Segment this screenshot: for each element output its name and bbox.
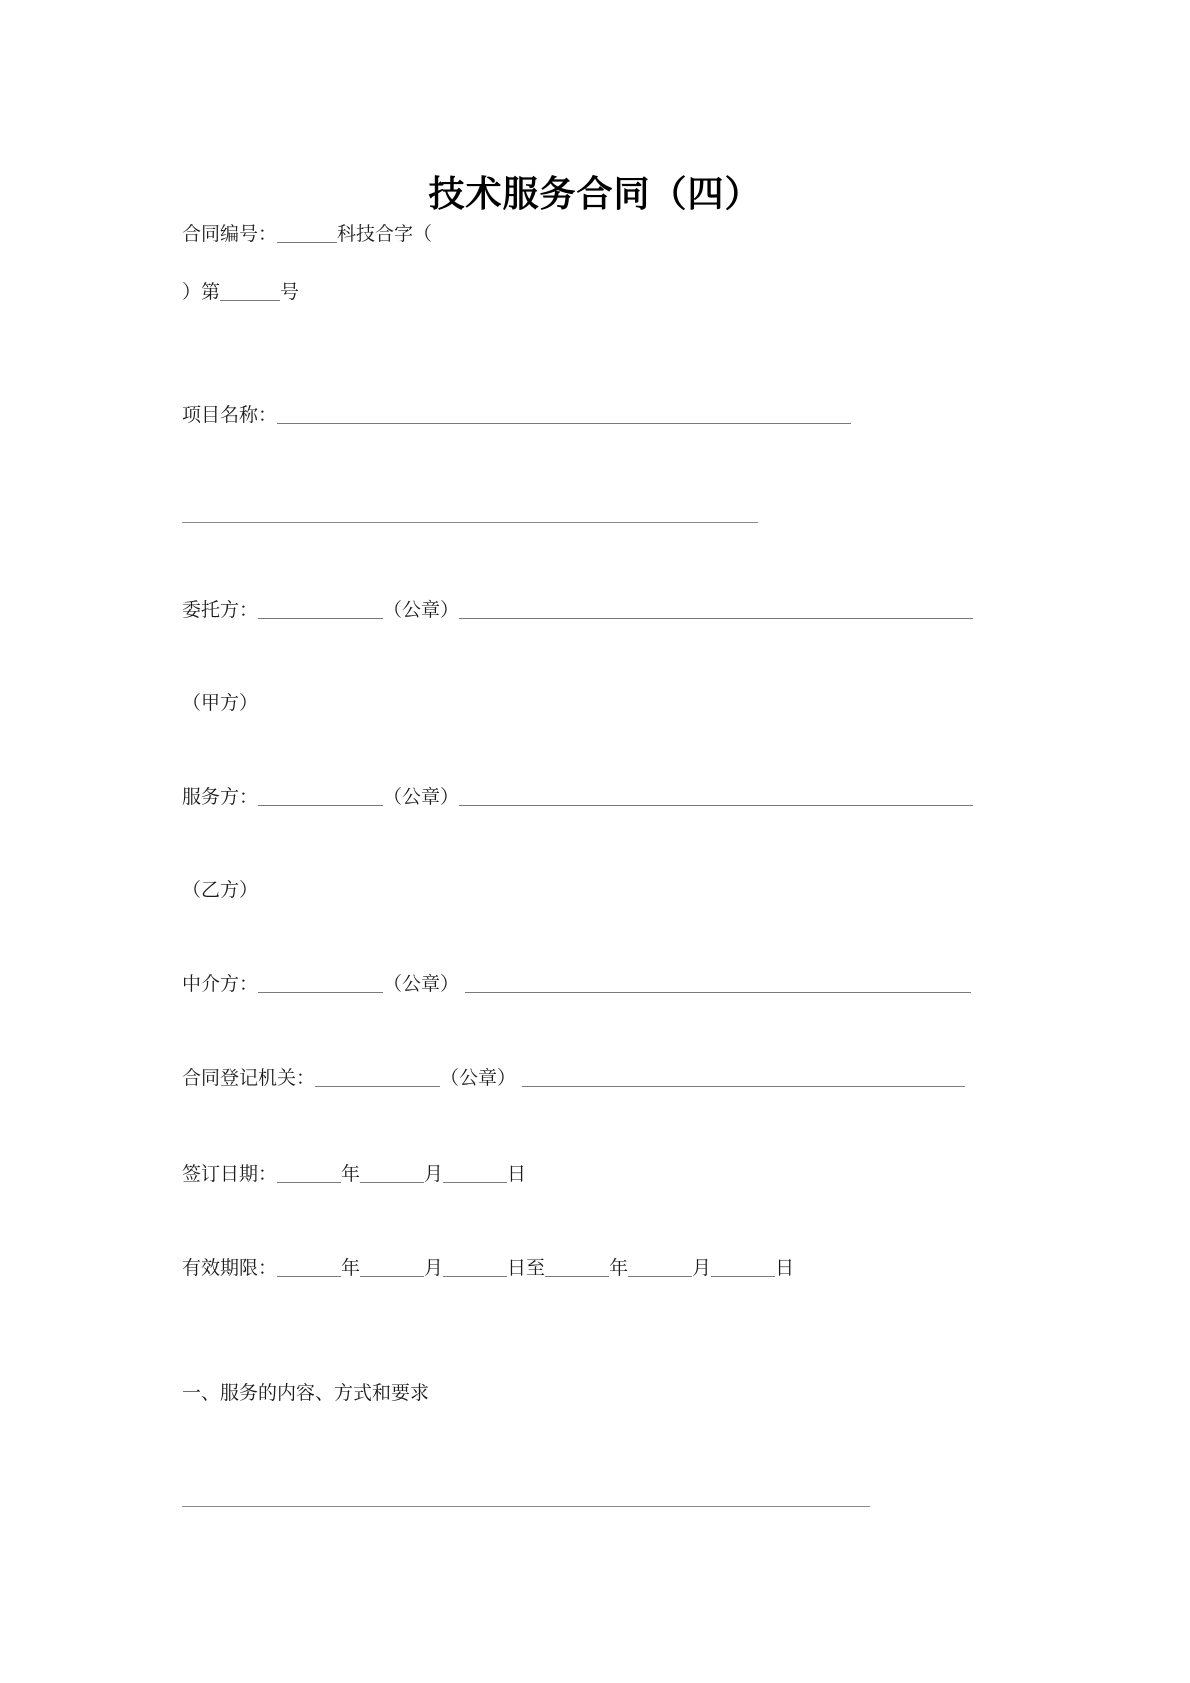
validity-row	[182, 1256, 794, 1280]
client-detail-field[interactable]	[459, 600, 973, 619]
registry-row	[182, 1066, 965, 1090]
project-name-field[interactable]	[277, 405, 851, 424]
signing-year-unit: 年	[341, 1163, 361, 1185]
client-name-field[interactable]	[258, 600, 383, 619]
provider-label: 服务方：	[182, 786, 259, 808]
provider-detail-field[interactable]	[459, 787, 973, 806]
contract-number-row-2	[182, 280, 299, 304]
validity-start-day-field[interactable]	[443, 1258, 507, 1277]
signing-date-label: 签订日期：	[182, 1163, 278, 1185]
project-name-label: 项目名称：	[182, 404, 278, 426]
validity-start-month-field[interactable]	[360, 1258, 424, 1277]
registry-seal-label: （公章）	[440, 1067, 517, 1089]
registry-detail-field[interactable]	[522, 1068, 965, 1087]
registry-label: 合同登记机关：	[182, 1067, 316, 1089]
validity-start-month-unit: 月	[424, 1257, 444, 1279]
validity-end-day-unit: 日	[775, 1257, 795, 1279]
contract-number-middle: 科技合字（	[337, 223, 433, 245]
intermediary-row	[182, 972, 971, 996]
provider-seal-label: （公章）	[383, 786, 460, 808]
document-title: 技术服务合同（四）	[428, 173, 762, 215]
client-row	[182, 598, 973, 622]
intermediary-name-field[interactable]	[258, 974, 383, 993]
provider-role-row	[182, 878, 258, 902]
client-role-row	[182, 691, 258, 715]
contract-number-label: 合同编号：	[182, 223, 278, 245]
contract-number-prefix2: ）第	[182, 281, 221, 303]
signing-year-field[interactable]	[277, 1164, 341, 1183]
contract-number-row	[182, 222, 432, 246]
provider-name-field[interactable]	[258, 787, 383, 806]
registry-name-field[interactable]	[315, 1068, 440, 1087]
project-name-field-line-2[interactable]	[182, 522, 758, 523]
validity-start-year-field[interactable]	[277, 1258, 341, 1277]
intermediary-label: 中介方：	[182, 973, 259, 995]
signing-month-unit: 月	[424, 1163, 444, 1185]
client-seal-label: （公章）	[383, 599, 460, 621]
validity-end-month-unit: 月	[692, 1257, 712, 1279]
validity-end-year-field[interactable]	[545, 1258, 609, 1277]
provider-row	[182, 785, 973, 809]
section-1-content-field[interactable]	[182, 1506, 870, 1507]
signing-month-field[interactable]	[360, 1164, 424, 1183]
signing-date-row	[182, 1162, 526, 1186]
validity-to-label: 日至	[507, 1257, 546, 1279]
intermediary-detail-field[interactable]	[465, 974, 971, 993]
validity-end-month-field[interactable]	[628, 1258, 692, 1277]
contract-number-prefix-field[interactable]	[277, 224, 337, 243]
intermediary-seal-label: （公章）	[383, 973, 460, 995]
signing-day-unit: 日	[507, 1163, 527, 1185]
client-role-label: （甲方）	[182, 692, 259, 714]
provider-role-label: （乙方）	[182, 879, 259, 901]
section-1-heading	[182, 1381, 429, 1405]
validity-end-day-field[interactable]	[711, 1258, 775, 1277]
validity-end-year-unit: 年	[609, 1257, 629, 1279]
validity-label: 有效期限：	[182, 1257, 278, 1279]
project-name-row	[182, 403, 851, 427]
client-label: 委托方：	[182, 599, 259, 621]
contract-number-field[interactable]	[220, 282, 280, 301]
section-1-heading-text: 一、服务的内容、方式和要求	[182, 1382, 430, 1404]
signing-day-field[interactable]	[443, 1164, 507, 1183]
validity-start-year-unit: 年	[341, 1257, 361, 1279]
contract-number-suffix: 号	[280, 281, 300, 303]
